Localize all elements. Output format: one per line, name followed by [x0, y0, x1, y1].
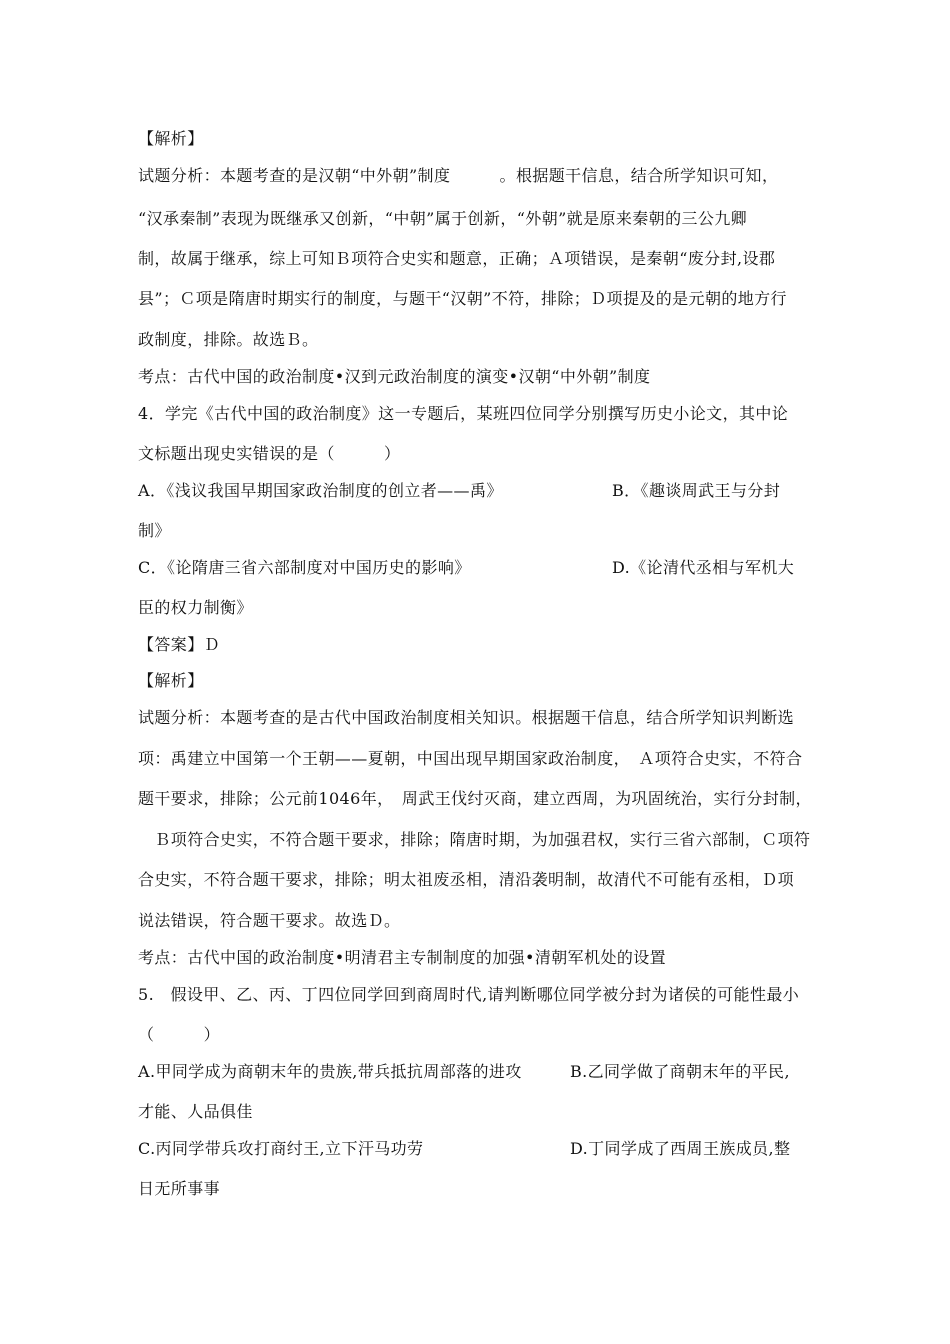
q4-analysis-heading: 【解析】 [138, 671, 204, 690]
q4-analysis-line: 项：禹建立中国第一个王朝——夏朝，中国出现早期国家政治制度， Ａ项符合史实，不符合 [138, 749, 803, 768]
q5-option-a: A.甲同学成为商朝末年的贵族,带兵抵抗周部落的进攻 [138, 1062, 522, 1081]
q3-analysis-line: 政制度，排除。故选Ｂ。 [138, 330, 319, 349]
q5-option-d-cont: 日无所事事 [138, 1179, 221, 1198]
q5-stem-line: 5. 假设甲、乙、丙、丁四位同学回到商周时代,请判断哪位同学被分封为诸侯的可能性最小 [138, 985, 800, 1004]
q4-analysis-line: Ｂ项符合史实，不符合题干要求，排除；隋唐时期，为加强君权，实行三省六部制，Ｃ项符 [138, 830, 811, 849]
q3-analysis-heading: 【解析】 [138, 129, 204, 148]
q5-option-b-cont: 才能、人品俱佳 [138, 1102, 253, 1121]
q3-analysis-line: 制，故属于继承，综上可知Ｂ项符合史实和题意，正确；Ａ项错误，是秦朝“废分封,设郡 [138, 249, 776, 268]
q4-stem-line: 4．学完《古代中国的政治制度》这一专题后，某班四位同学分别撰写历史小论文，其中论 [138, 404, 789, 423]
q3-kaodian: 考点：古代中国的政治制度•汉到元政治制度的演变•汉朝“中外朝”制度 [138, 367, 651, 386]
q4-analysis-line: 合史实，不符合题干要求，排除；明太祖废丞相，清沿袭明制，故清代不可能有丞相，Ｄ项 [138, 870, 795, 889]
q5-option-d: D.丁同学成了西周王族成员,整 [570, 1139, 791, 1158]
q3-analysis-line: 县”；Ｃ项是隋唐时期实行的制度，与题干“汉朝”不符，排除；Ｄ项提及的是元朝的地方行 [138, 289, 787, 308]
q4-kaodian: 考点：古代中国的政治制度•明清君主专制制度的加强•清朝军机处的设置 [138, 948, 667, 967]
q5-option-b: B.乙同学做了商朝末年的平民, [570, 1062, 790, 1081]
q5-option-c: C.丙同学带兵攻打商纣王,立下汗马功劳 [138, 1139, 424, 1158]
q4-option-b: B．《趣谈周武王与分封 [612, 481, 781, 500]
q3-analysis-line: “汉承秦制”表现为既继承又创新，“中朝”属于创新，“外朝”就是原来秦朝的三公九卿 [138, 209, 748, 228]
q4-option-d: D.《论清代丞相与军机大 [612, 558, 795, 577]
q4-stem-line: 文标题出现史实错误的是（ ） [138, 444, 401, 463]
q4-option-b-cont: 制》 [138, 521, 171, 540]
q3-analysis-line: 试题分析：本题考查的是汉朝“中外朝”制度 。根据题干信息，结合所学知识可知， [138, 166, 779, 185]
q4-analysis-line: 题干要求，排除；公元前1046年， 周武王伐纣灭商，建立西周，为巩固统治，实行分封制， [138, 789, 812, 808]
q5-stem-line: （ ） [138, 1025, 221, 1044]
q4-analysis-line: 试题分析：本题考查的是古代中国政治制度相关知识。根据题干信息，结合所学知识判断选 [138, 708, 795, 727]
q4-analysis-line: 说法错误，符合题干要求。故选Ｄ。 [138, 911, 401, 930]
q4-option-c: C．《论隋唐三省六部制度对中国历史的影响》 [138, 558, 471, 577]
q4-answer: 【答案】Ｄ [138, 635, 221, 654]
q4-option-d-cont: 臣的权力制衡》 [138, 598, 253, 617]
q4-option-a: A．《浅议我国早期国家政治制度的创立者——禹》 [138, 481, 503, 500]
